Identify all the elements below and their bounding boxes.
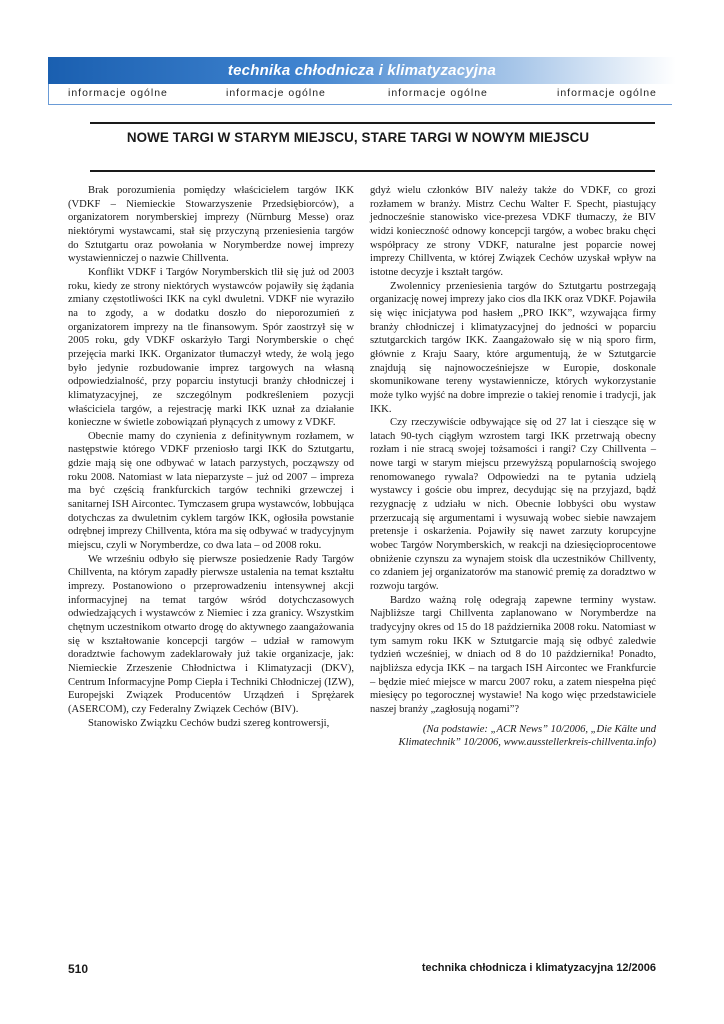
article-paragraph: Obecnie mamy do czynienia z definitywnym rozłamem, w następstwie którego VDKF przeniosło targi IKK do Sztutgartu, gdzie mają się one odbywać w latach parzystych, począwszy od roku 2008. Natomiast w lata nieparzyste – już od 2007 – impreza ma być częścią frankfurckich targów techniki grzewczej i sanitarnej ISH Aircontec. Tymczasem grupa wystawców, lobbująca dotychczas za dwuletnim cyklem targów IKK, ogłosiła powstanie odrębnej imprezy Chillventa, która ma się odbywać w tradycyjnym miejscu, czyli w Norymberdze, co dwa lata – od 2008 roku. xyxy=(68,430,354,552)
title-bottom-rule xyxy=(90,170,655,172)
page-number: 510 xyxy=(68,962,89,976)
section-bar-bottom-rule xyxy=(48,104,672,105)
article-paragraph: We wrześniu odbyło się pierwsze posiedzenie Rady Targów Chillventa, na którym zapadły pierwsze ustalenia na temat kształtu imprezy. Postanowiono o przeprowadzeniu intensywnej akcji informacyjnej na temat targów wśród dotychczasowych odwiedzających i wystawców z Niemiec i zza granicy. Wszystkim chętnym uczestnikom otwarto drogę do aktywnego zaangażowania się w kształtowanie koncepcji targów – udział w ramowym doradztwie fachowym zadeklarowały już takie organizacje, jak: Niemieckie Zrzeszenie Chłodnictwa i Klimatyzacji (DKV), Centrum Informacyjne Pomp Ciepła i Techniki Chłodniczej (IZW), Europejski Związek Producentów Urządzeń i Sprężarek (ASERCOM), czy Federalny Związek Cechów (BIV). xyxy=(68,553,354,715)
article-paragraph: Czy rzeczywiście odbywające się od 27 lat i cieszące się w latach 90-tych ciągłym wzrostem targi IKK przetrwają obecny rozłam i nie stracą swojej tożsamości i rangi? Czy Chillventa – nowe targi w starym miejscu przewyższą popularnością swojego renomowanego rywala? Odpowiedzi na te pytania udzielą wystawcy i goście obu imprez, decydując się na przyjazd, bądź rezygnację z udziału w nich. Obecnie lobbyści obu wystaw przerzucają się argumentami i wysuwają wobec siebie nawzajem pretensje i oskarżenia. Pojawiły się nawet zarzuty korupcyjne wobec Targów Norymberskich, w reakcji na dziesięcioprocentowe obniżenie czynszu za wynajem stoisk dla uczestników Chillventy, co zdaniem jej organizatorów ma stanowić premię za doradztwo w rozwoju targów. xyxy=(370,417,656,593)
article-paragraph: Brak porozumienia pomiędzy właścicielem targów IKK (VDKF – Niemieckie Stowarzyszenie Przedsiębiorców), a organizatorem norymberskiej imprezy (Nürnburg Messe) oraz niektórymi wystawcami, stał się przyczyną przeniesienia targów do Sztutgartu oraz powołania w Norymberdze nowej imprezy wystawienniczej o nazwie Chillventa. xyxy=(68,185,354,265)
section-label: informacje ogólne xyxy=(557,87,657,99)
header-banner xyxy=(48,57,676,84)
article-paragraph: Stanowisko Związku Cechów budzi szereg kontrowersji, xyxy=(88,717,330,729)
article-paragraph: Bardzo ważną rolę odegrają zapewne terminy wystaw. Najbliższe targi Chillventa zaplanowano w Norymberdze na tradycyjny okres od 15 do 18 października 2008 roku. Natomiast w tym samym roku IKK w Sztutgarcie mają się odbyć zaledwie tydzień wcześniej, w dniach od 8 do 10 października! Ponadto, najbliższa edycja IKK – na targach ISH Aircontec we Frankfurcie – będzie mieć miejsce w marcu 2007 roku, a zatem niespełna pięć miesięcy po tegorocznej wystawie! Na kogo więc przedstawiciele naszej branży „zagłosują nogami”? xyxy=(370,594,656,715)
article-paragraph: Konflikt VDKF i Targów Norymberskich tlił się już od 2003 roku, kiedy ze strony niektórych wystawców pojawiły się żądania zmiany częstotliwości IKK na cykl dwuletni. VDKF nie wyraziło na to zgody, a w dodatku doszło do nieporozumień z organizatorem imprezy na tle finansowym. Spór zaostrzył się w 2005 roku, gdy VDKF oskarżyło Targi Norymberskie o chęć przejęcia marki IKK. Organizator tłumaczył wtedy, że wolą jego było jedynie rozbudowanie imprez targowych na własną odpowiedzialność, przy poparciu instytucji branży chłodniczej i klimatyzacyjnej, ze szczególnym podkreśleniem pozycji właściciela targów, a rejestrację marki IKK uznał za działanie konieczne w świetle zobowiązań płynących z umowy z VDKF. xyxy=(68,266,354,429)
journal-banner-title: technika chłodnicza i klimatyzacyjna xyxy=(227,62,497,79)
article-paragraph: gdyż wielu członków BIV należy także do VDKF, co grozi rozłamem w branży. Mistrz Cechu Walter F. Specht, piastujący jednocześnie stanowisko vice-prezesa VDKF tłumaczy, że BIV widzi konieczność odnowy koncepcji targów, a wobec braku chęci współpracy ze strony VDKF, naturalne jest poparcie nowej imprezy Chillventa, w której Związek Cechów uzyskał wpływ na istotne decyzje i kształt targów. xyxy=(370,185,656,278)
journal-issue: technika chłodnicza i klimatyzacyjna 12/2006 xyxy=(421,962,656,974)
article-column-right xyxy=(370,184,656,750)
article-source-note: (Na podstawie: „ACR News” 10/2006, „Die Kälte und Klimatechnik” 10/2006, www.ausstellerkreis-chillventa.info) xyxy=(398,723,656,749)
article-title: NOWE TARGI W STARYM MIEJSCU, STARE TARGI W NOWYM MIEJSCU xyxy=(126,130,590,145)
section-label: informacje ogólne xyxy=(68,87,168,99)
section-label: informacje ogólne xyxy=(388,87,488,99)
section-label: informacje ogólne xyxy=(226,87,326,99)
article-paragraph: Zwolennicy przeniesienia targów do Sztutgartu postrzegają organizację nowej imprezy jako cios dla IKK oraz VDKF. Pojawiła się więc inicjatywa pod hasłem „PRO IKK”, wzywająca firmy branży chłodniczej i klimatyzacyjnej do jedności w poparciu sztutgarckich targów IKK. Zaangażowało się w nią sporo firm, głównie z Kraju Saary, które argumentują, że w Sztutgarcie znajdują się najnowocześniejsze w Europie, doskonale skomunikowane tereny wystawiennicze, których wykorzystanie może tylko wyjść na dobre imprezie o takiej renomie i tradycji, jak IKK. xyxy=(370,280,656,415)
section-bar-left-rule xyxy=(48,84,49,104)
section-labels-bar xyxy=(56,86,660,102)
article-column-left xyxy=(68,184,354,730)
title-top-rule xyxy=(90,122,655,124)
